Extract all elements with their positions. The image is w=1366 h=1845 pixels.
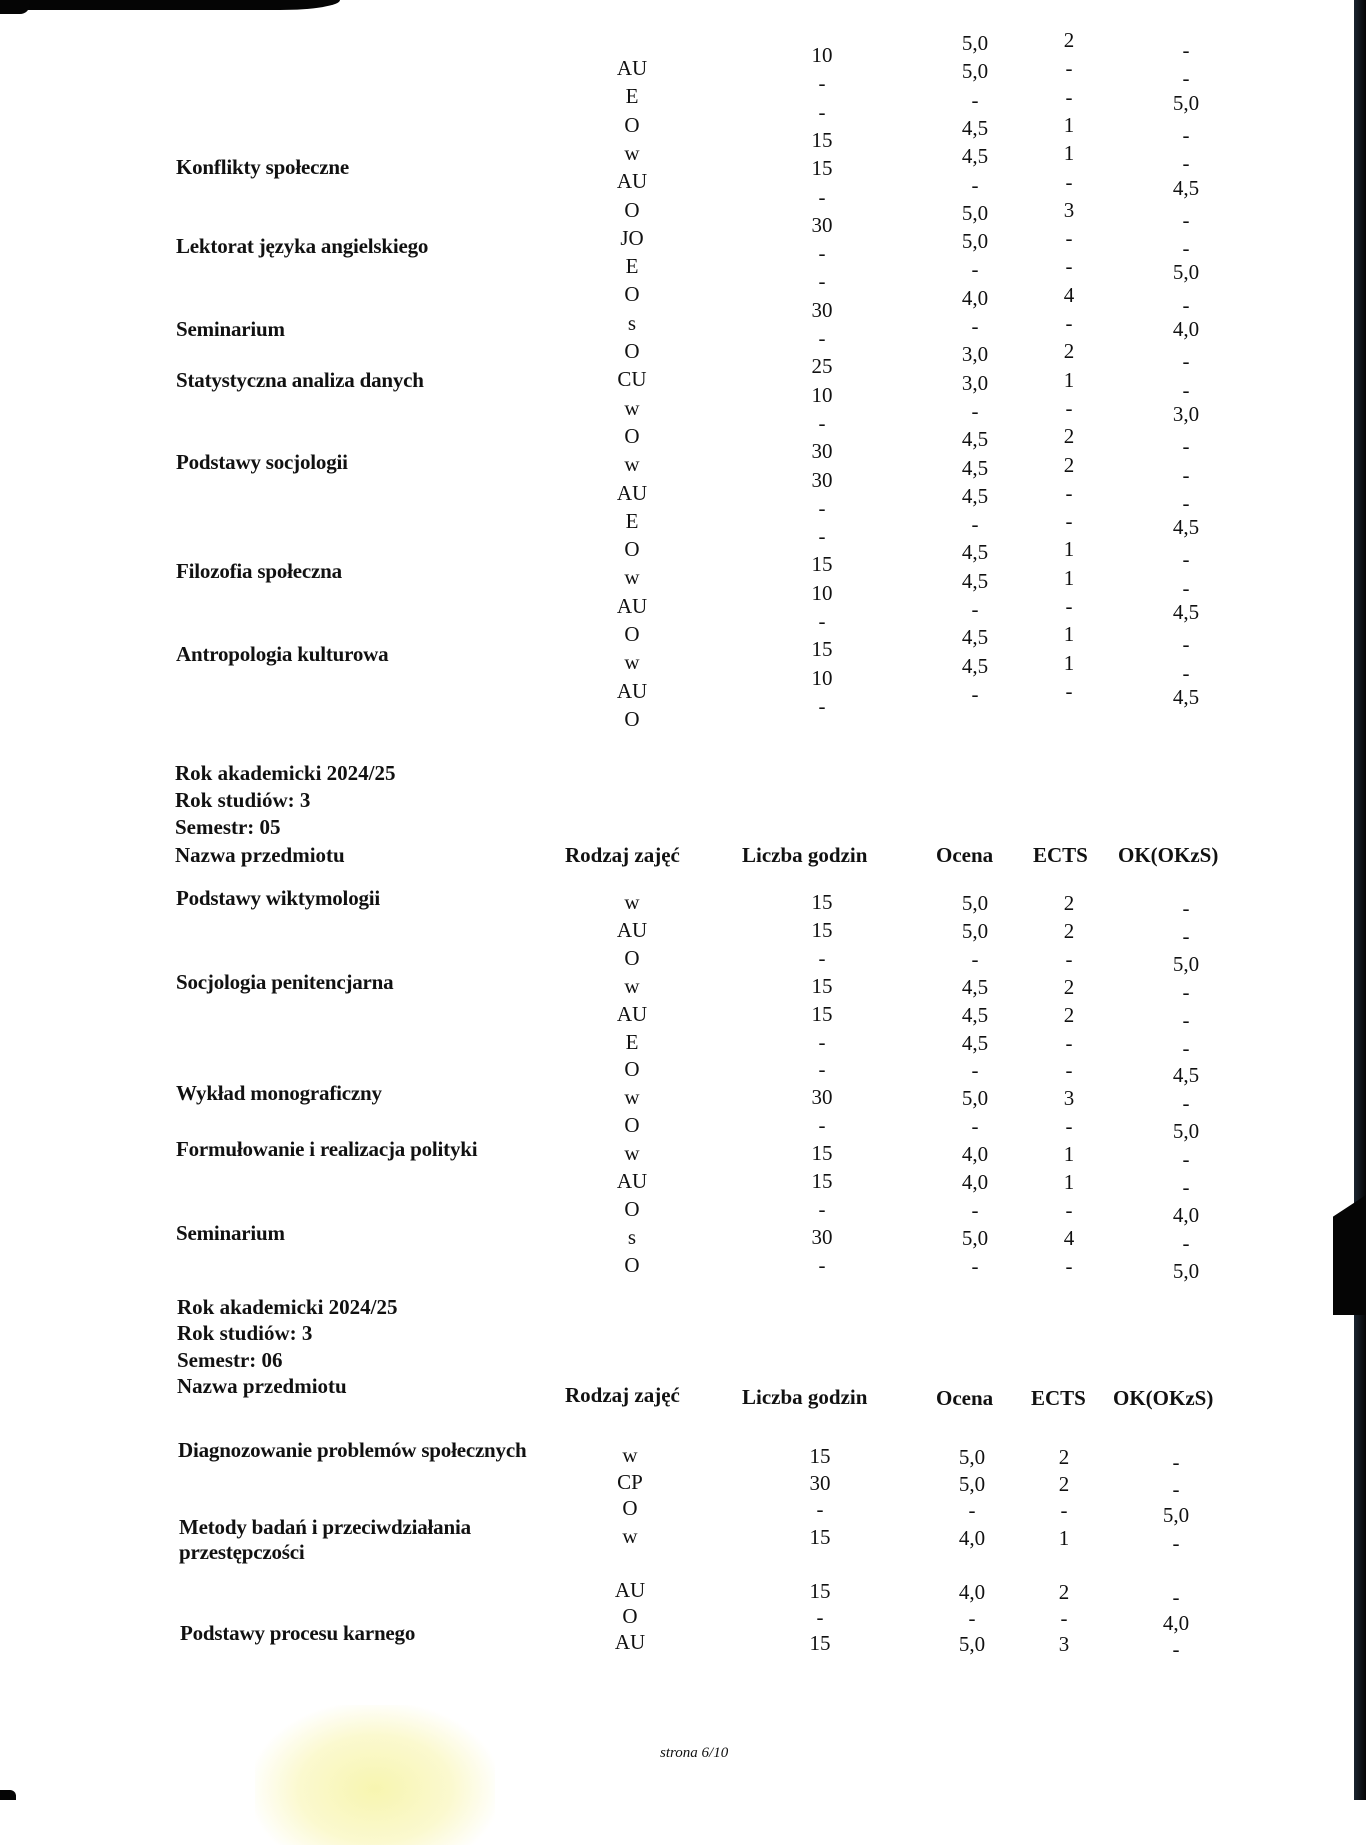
cell-godziny: 30 bbox=[811, 213, 833, 237]
cell-godziny: - bbox=[816, 1605, 824, 1629]
header-final-grade: OK(OKzS) bbox=[1113, 1386, 1214, 1410]
cell-ocena: 5,0 bbox=[961, 919, 989, 943]
cell-ects: 2 bbox=[1063, 919, 1075, 943]
cell-godziny: 15 bbox=[811, 637, 833, 661]
cell-ects: 1 bbox=[1063, 537, 1075, 561]
cell-ocena: 5,0 bbox=[961, 229, 989, 253]
cell-godziny: 15 bbox=[811, 156, 833, 180]
cell-rodzaj: w bbox=[624, 141, 640, 165]
header-class-type: Rodzaj zajęć bbox=[565, 1383, 680, 1407]
cell-rodzaj: E bbox=[625, 1030, 639, 1054]
cell-rodzaj: O bbox=[622, 1496, 638, 1520]
header-final-grade: OK(OKzS) bbox=[1118, 843, 1219, 867]
cell-godziny: 15 bbox=[811, 1002, 833, 1026]
cell-ok: - bbox=[1182, 632, 1190, 656]
subject-name: Statystyczna analiza danych bbox=[176, 368, 424, 392]
cell-ok: - bbox=[1182, 378, 1190, 402]
cell-godziny: 15 bbox=[811, 974, 833, 998]
header-ects: ECTS bbox=[1031, 1386, 1086, 1410]
cell-ects: - bbox=[1065, 1031, 1073, 1055]
cell-rodzaj: E bbox=[625, 509, 639, 533]
cell-ects: 4 bbox=[1063, 283, 1075, 307]
cell-ocena: - bbox=[971, 1114, 979, 1138]
cell-ects: - bbox=[1065, 254, 1073, 278]
cell-rodzaj: O bbox=[622, 1604, 638, 1628]
cell-ocena: 4,5 bbox=[961, 540, 989, 564]
subject-name: przestępczości bbox=[179, 1540, 305, 1564]
subject-name: Lektorat języka angielskiego bbox=[176, 234, 429, 258]
header-class-type: Rodzaj zajęć bbox=[565, 843, 680, 867]
scan-edge-bottom-left bbox=[0, 1790, 16, 1800]
cell-ects: - bbox=[1065, 481, 1073, 505]
cell-godziny: 30 bbox=[811, 439, 833, 463]
cell-godziny: 30 bbox=[811, 468, 833, 492]
cell-rodzaj: CP bbox=[617, 1470, 643, 1494]
cell-ok: - bbox=[1182, 1147, 1190, 1171]
cell-godziny: 15 bbox=[809, 1444, 831, 1468]
cell-rodzaj: O bbox=[624, 339, 640, 363]
cell-ects: 1 bbox=[1063, 1170, 1075, 1194]
cell-ocena: 4,0 bbox=[958, 1580, 986, 1604]
cell-ocena: - bbox=[971, 512, 979, 536]
cell-ok: - bbox=[1182, 661, 1190, 685]
cell-ok: - bbox=[1182, 123, 1190, 147]
cell-ects: - bbox=[1065, 226, 1073, 250]
cell-rodzaj: AU bbox=[616, 56, 648, 80]
cell-godziny: 10 bbox=[811, 666, 833, 690]
cell-ok: - bbox=[1182, 463, 1190, 487]
cell-rodzaj: O bbox=[624, 282, 640, 306]
semester-label: Semestr: 06 bbox=[177, 1348, 283, 1372]
cell-godziny: 10 bbox=[811, 581, 833, 605]
cell-ocena: 4,5 bbox=[961, 144, 989, 168]
cell-ocena: 3,0 bbox=[961, 342, 989, 366]
cell-ok: - bbox=[1182, 434, 1190, 458]
cell-ok: 5,0 bbox=[1162, 1503, 1190, 1527]
cell-ok: - bbox=[1182, 1231, 1190, 1255]
cell-godziny: 10 bbox=[811, 43, 833, 67]
cell-ocena: 4,5 bbox=[961, 484, 989, 508]
cell-rodzaj: w bbox=[624, 974, 640, 998]
cell-ok: - bbox=[1182, 980, 1190, 1004]
cell-godziny: - bbox=[818, 609, 826, 633]
subject-name: Wykład monograficzny bbox=[176, 1081, 382, 1105]
cell-ects: 2 bbox=[1063, 975, 1075, 999]
cell-ects: - bbox=[1065, 396, 1073, 420]
cell-rodzaj: w bbox=[622, 1443, 638, 1467]
cell-ocena: - bbox=[971, 682, 979, 706]
subject-name: Podstawy procesu karnego bbox=[180, 1621, 416, 1645]
cell-ects: 1 bbox=[1063, 113, 1075, 137]
cell-ok: 3,0 bbox=[1172, 402, 1200, 426]
cell-ok: - bbox=[1182, 1008, 1190, 1032]
cell-ocena: - bbox=[971, 1058, 979, 1082]
header-grade: Ocena bbox=[936, 843, 994, 867]
cell-ects: - bbox=[1065, 170, 1073, 194]
cell-ocena: - bbox=[971, 314, 979, 338]
cell-ects: 2 bbox=[1063, 891, 1075, 915]
cell-ok: - bbox=[1182, 38, 1190, 62]
cell-godziny: 15 bbox=[811, 1169, 833, 1193]
cell-godziny: 25 bbox=[811, 354, 833, 378]
cell-ocena: - bbox=[971, 947, 979, 971]
cell-rodzaj: AU bbox=[616, 169, 648, 193]
subject-name: Seminarium bbox=[176, 1221, 285, 1245]
cell-godziny: - bbox=[818, 411, 826, 435]
cell-ocena: - bbox=[971, 399, 979, 423]
cell-ects: - bbox=[1065, 594, 1073, 618]
scan-edge-right bbox=[1354, 0, 1366, 1800]
cell-godziny: - bbox=[818, 269, 826, 293]
cell-godziny: 10 bbox=[811, 383, 833, 407]
cell-ocena: 5,0 bbox=[961, 1226, 989, 1250]
cell-ok: 4,5 bbox=[1172, 176, 1200, 200]
cell-rodzaj: O bbox=[624, 424, 640, 448]
cell-ects: - bbox=[1065, 1198, 1073, 1222]
cell-ects: 2 bbox=[1063, 424, 1075, 448]
subject-name: Metody badań i przeciwdziałania bbox=[179, 1515, 471, 1539]
cell-ocena: 4,0 bbox=[961, 286, 989, 310]
cell-godziny: - bbox=[818, 1113, 826, 1137]
cell-godziny: 15 bbox=[809, 1579, 831, 1603]
cell-godziny: - bbox=[818, 1197, 826, 1221]
cell-ocena: - bbox=[968, 1498, 976, 1522]
subject-name: Antropologia kulturowa bbox=[176, 642, 389, 666]
cell-godziny: 30 bbox=[811, 298, 833, 322]
cell-ok: - bbox=[1182, 208, 1190, 232]
cell-godziny: - bbox=[818, 496, 826, 520]
cell-ects: 1 bbox=[1063, 368, 1075, 392]
cell-rodzaj: AU bbox=[616, 594, 648, 618]
cell-godziny: - bbox=[818, 71, 826, 95]
scan-edge-wedge bbox=[1333, 1195, 1366, 1315]
cell-ects: 1 bbox=[1063, 622, 1075, 646]
scan-edge-top bbox=[0, 0, 340, 10]
cell-rodzaj: E bbox=[625, 254, 639, 278]
cell-rodzaj: O bbox=[624, 1113, 640, 1137]
cell-godziny: 15 bbox=[809, 1631, 831, 1655]
cell-ok: - bbox=[1182, 236, 1190, 260]
cell-rodzaj: AU bbox=[614, 1578, 646, 1602]
cell-godziny: - bbox=[818, 946, 826, 970]
cell-ok: - bbox=[1182, 1036, 1190, 1060]
cell-ocena: 5,0 bbox=[961, 891, 989, 915]
cell-ocena: 4,5 bbox=[961, 625, 989, 649]
cell-ok: - bbox=[1172, 1450, 1180, 1474]
cell-ects: 3 bbox=[1063, 198, 1075, 222]
cell-rodzaj: O bbox=[624, 113, 640, 137]
cell-ocena: - bbox=[971, 257, 979, 281]
cell-rodzaj: E bbox=[625, 84, 639, 108]
cell-ocena: - bbox=[971, 1254, 979, 1278]
cell-ocena: - bbox=[971, 88, 979, 112]
cell-ok: - bbox=[1182, 1175, 1190, 1199]
cell-ects: - bbox=[1065, 1254, 1073, 1278]
subject-name: Konflikty społeczne bbox=[176, 155, 349, 179]
cell-ects: - bbox=[1065, 1114, 1073, 1138]
cell-rodzaj: AU bbox=[616, 679, 648, 703]
cell-godziny: 30 bbox=[811, 1085, 833, 1109]
cell-ok: 4,0 bbox=[1162, 1611, 1190, 1635]
cell-rodzaj: w bbox=[624, 452, 640, 476]
cell-ects: - bbox=[1065, 311, 1073, 335]
cell-ocena: 4,0 bbox=[961, 1142, 989, 1166]
cell-ok: 4,0 bbox=[1172, 1203, 1200, 1227]
cell-ok: - bbox=[1182, 293, 1190, 317]
subject-name: Podstawy socjologii bbox=[176, 450, 348, 474]
cell-ocena: 5,0 bbox=[961, 201, 989, 225]
cell-ects: - bbox=[1065, 85, 1073, 109]
cell-ok: - bbox=[1172, 1637, 1180, 1661]
cell-rodzaj: JO bbox=[620, 226, 644, 250]
cell-ok: 5,0 bbox=[1172, 1259, 1200, 1283]
cell-rodzaj: AU bbox=[616, 1002, 648, 1026]
header-ects: ECTS bbox=[1033, 843, 1088, 867]
cell-ocena: 5,0 bbox=[961, 59, 989, 83]
cell-godziny: 15 bbox=[811, 918, 833, 942]
cell-godziny: - bbox=[818, 694, 826, 718]
cell-rodzaj: AU bbox=[616, 1169, 648, 1193]
cell-ok: - bbox=[1172, 1585, 1180, 1609]
cell-ects: 1 bbox=[1063, 141, 1075, 165]
cell-ocena: 5,0 bbox=[958, 1632, 986, 1656]
cell-rodzaj: w bbox=[624, 1085, 640, 1109]
cell-rodzaj: w bbox=[624, 890, 640, 914]
cell-ok: 5,0 bbox=[1172, 91, 1200, 115]
cell-ects: - bbox=[1065, 509, 1073, 533]
cell-ok: 4,5 bbox=[1172, 685, 1200, 709]
cell-ok: - bbox=[1182, 491, 1190, 515]
cell-rodzaj: O bbox=[624, 622, 640, 646]
cell-ects: - bbox=[1060, 1498, 1068, 1522]
cell-ocena: - bbox=[971, 173, 979, 197]
header-subject-name: Nazwa przedmiotu bbox=[177, 1374, 347, 1398]
cell-godziny: - bbox=[818, 1057, 826, 1081]
cell-rodzaj: s bbox=[627, 1225, 637, 1249]
cell-godziny: - bbox=[818, 1030, 826, 1054]
cell-ocena: 5,0 bbox=[958, 1472, 986, 1496]
cell-ects: 4 bbox=[1063, 1226, 1075, 1250]
cell-godziny: - bbox=[818, 1253, 826, 1277]
cell-ok: 5,0 bbox=[1172, 260, 1200, 284]
cell-ects: 2 bbox=[1063, 339, 1075, 363]
cell-ects: 2 bbox=[1063, 453, 1075, 477]
cell-ects: 2 bbox=[1058, 1580, 1070, 1604]
cell-rodzaj: O bbox=[624, 1253, 640, 1277]
cell-godziny: - bbox=[818, 524, 826, 548]
cell-rodzaj: AU bbox=[616, 481, 648, 505]
header-grade: Ocena bbox=[936, 1386, 994, 1410]
cell-ok: - bbox=[1182, 1091, 1190, 1115]
subject-name: Seminarium bbox=[176, 317, 285, 341]
cell-ects: - bbox=[1065, 1058, 1073, 1082]
cell-ects: 1 bbox=[1063, 1142, 1075, 1166]
cell-ok: - bbox=[1182, 66, 1190, 90]
cell-ects: 2 bbox=[1063, 1003, 1075, 1027]
cell-ects: 1 bbox=[1058, 1526, 1070, 1550]
cell-ocena: 4,5 bbox=[961, 456, 989, 480]
cell-ects: 3 bbox=[1063, 1086, 1075, 1110]
cell-ok: 5,0 bbox=[1172, 1119, 1200, 1143]
cell-rodzaj: s bbox=[627, 311, 637, 335]
cell-godziny: - bbox=[818, 326, 826, 350]
cell-ects: 1 bbox=[1063, 566, 1075, 590]
cell-rodzaj: w bbox=[624, 396, 640, 420]
cell-ocena: 4,5 bbox=[961, 116, 989, 140]
cell-godziny: - bbox=[816, 1497, 824, 1521]
cell-rodzaj: AU bbox=[616, 918, 648, 942]
cell-ok: 4,5 bbox=[1172, 515, 1200, 539]
cell-ok: 4,5 bbox=[1172, 1063, 1200, 1087]
cell-ocena: - bbox=[971, 597, 979, 621]
cell-ocena: 5,0 bbox=[961, 31, 989, 55]
cell-rodzaj: w bbox=[624, 1141, 640, 1165]
subject-name: Diagnozowanie problemów społecznych bbox=[178, 1438, 527, 1462]
header-subject-name: Nazwa przedmiotu bbox=[175, 843, 345, 867]
cell-ects: 2 bbox=[1058, 1472, 1070, 1496]
subject-name: Socjologia penitencjarna bbox=[176, 970, 394, 994]
header-hours: Liczba godzin bbox=[742, 1385, 868, 1409]
cell-ocena: - bbox=[971, 1198, 979, 1222]
cell-ocena: 4,5 bbox=[961, 569, 989, 593]
cell-rodzaj: CU bbox=[617, 367, 647, 391]
cell-ocena: 4,5 bbox=[961, 975, 989, 999]
study-year-label: Rok studiów: 3 bbox=[177, 1321, 313, 1345]
cell-ects: 2 bbox=[1058, 1445, 1070, 1469]
page-number: strona 6/10 bbox=[660, 1745, 729, 1761]
cell-ok: - bbox=[1182, 576, 1190, 600]
cell-ok: - bbox=[1172, 1477, 1180, 1501]
cell-ocena: 5,0 bbox=[961, 1086, 989, 1110]
subject-name: Filozofia społeczna bbox=[176, 559, 342, 583]
cell-ocena: 5,0 bbox=[958, 1445, 986, 1469]
academic-year-label: Rok akademicki 2024/25 bbox=[177, 1295, 398, 1319]
cell-ocena: 4,0 bbox=[958, 1526, 986, 1550]
cell-ok: - bbox=[1182, 547, 1190, 571]
cell-ocena: 4,0 bbox=[961, 1170, 989, 1194]
cell-ocena: 4,5 bbox=[961, 427, 989, 451]
cell-rodzaj: AU bbox=[614, 1630, 646, 1654]
cell-ok: - bbox=[1182, 151, 1190, 175]
cell-ects: 3 bbox=[1058, 1632, 1070, 1656]
cell-godziny: 30 bbox=[809, 1471, 831, 1495]
cell-rodzaj: O bbox=[624, 946, 640, 970]
cell-godziny: 15 bbox=[811, 1141, 833, 1165]
cell-ok: - bbox=[1182, 924, 1190, 948]
scan-edge-top-corner bbox=[0, 0, 30, 14]
cell-ok: - bbox=[1172, 1531, 1180, 1555]
cell-godziny: 15 bbox=[811, 552, 833, 576]
study-year-label: Rok studiów: 3 bbox=[175, 788, 311, 812]
cell-ects: - bbox=[1065, 679, 1073, 703]
cell-godziny: 30 bbox=[811, 1225, 833, 1249]
cell-rodzaj: w bbox=[624, 650, 640, 674]
cell-rodzaj: w bbox=[624, 565, 640, 589]
cell-godziny: 15 bbox=[811, 128, 833, 152]
cell-rodzaj: O bbox=[624, 537, 640, 561]
cell-godziny: 15 bbox=[809, 1525, 831, 1549]
cell-godziny: - bbox=[818, 241, 826, 265]
cell-rodzaj: O bbox=[624, 198, 640, 222]
cell-ects: - bbox=[1065, 947, 1073, 971]
cell-godziny: - bbox=[818, 100, 826, 124]
academic-year-label: Rok akademicki 2024/25 bbox=[175, 761, 396, 785]
cell-ok: 4,0 bbox=[1172, 317, 1200, 341]
cell-ok: 4,5 bbox=[1172, 600, 1200, 624]
subject-name: Formułowanie i realizacja polityki bbox=[176, 1137, 478, 1161]
cell-ects: 2 bbox=[1063, 28, 1075, 52]
cell-ocena: 4,5 bbox=[961, 1031, 989, 1055]
cell-ocena: 4,5 bbox=[961, 1003, 989, 1027]
cell-ok: - bbox=[1182, 349, 1190, 373]
highlighter-stain bbox=[255, 1705, 495, 1845]
semester-label: Semestr: 05 bbox=[175, 815, 281, 839]
cell-rodzaj: O bbox=[624, 1197, 640, 1221]
cell-ok: 5,0 bbox=[1172, 952, 1200, 976]
cell-rodzaj: O bbox=[624, 707, 640, 731]
cell-ects: - bbox=[1065, 56, 1073, 80]
cell-ocena: 4,5 bbox=[961, 654, 989, 678]
cell-ocena: 3,0 bbox=[961, 371, 989, 395]
cell-rodzaj: w bbox=[622, 1524, 638, 1548]
subject-name: Podstawy wiktymologii bbox=[176, 886, 381, 910]
header-hours: Liczba godzin bbox=[742, 843, 868, 867]
cell-ocena: - bbox=[968, 1606, 976, 1630]
cell-ects: 1 bbox=[1063, 651, 1075, 675]
cell-ok: - bbox=[1182, 896, 1190, 920]
cell-godziny: - bbox=[818, 185, 826, 209]
cell-rodzaj: O bbox=[624, 1057, 640, 1081]
cell-ects: - bbox=[1060, 1606, 1068, 1630]
cell-godziny: 15 bbox=[811, 890, 833, 914]
